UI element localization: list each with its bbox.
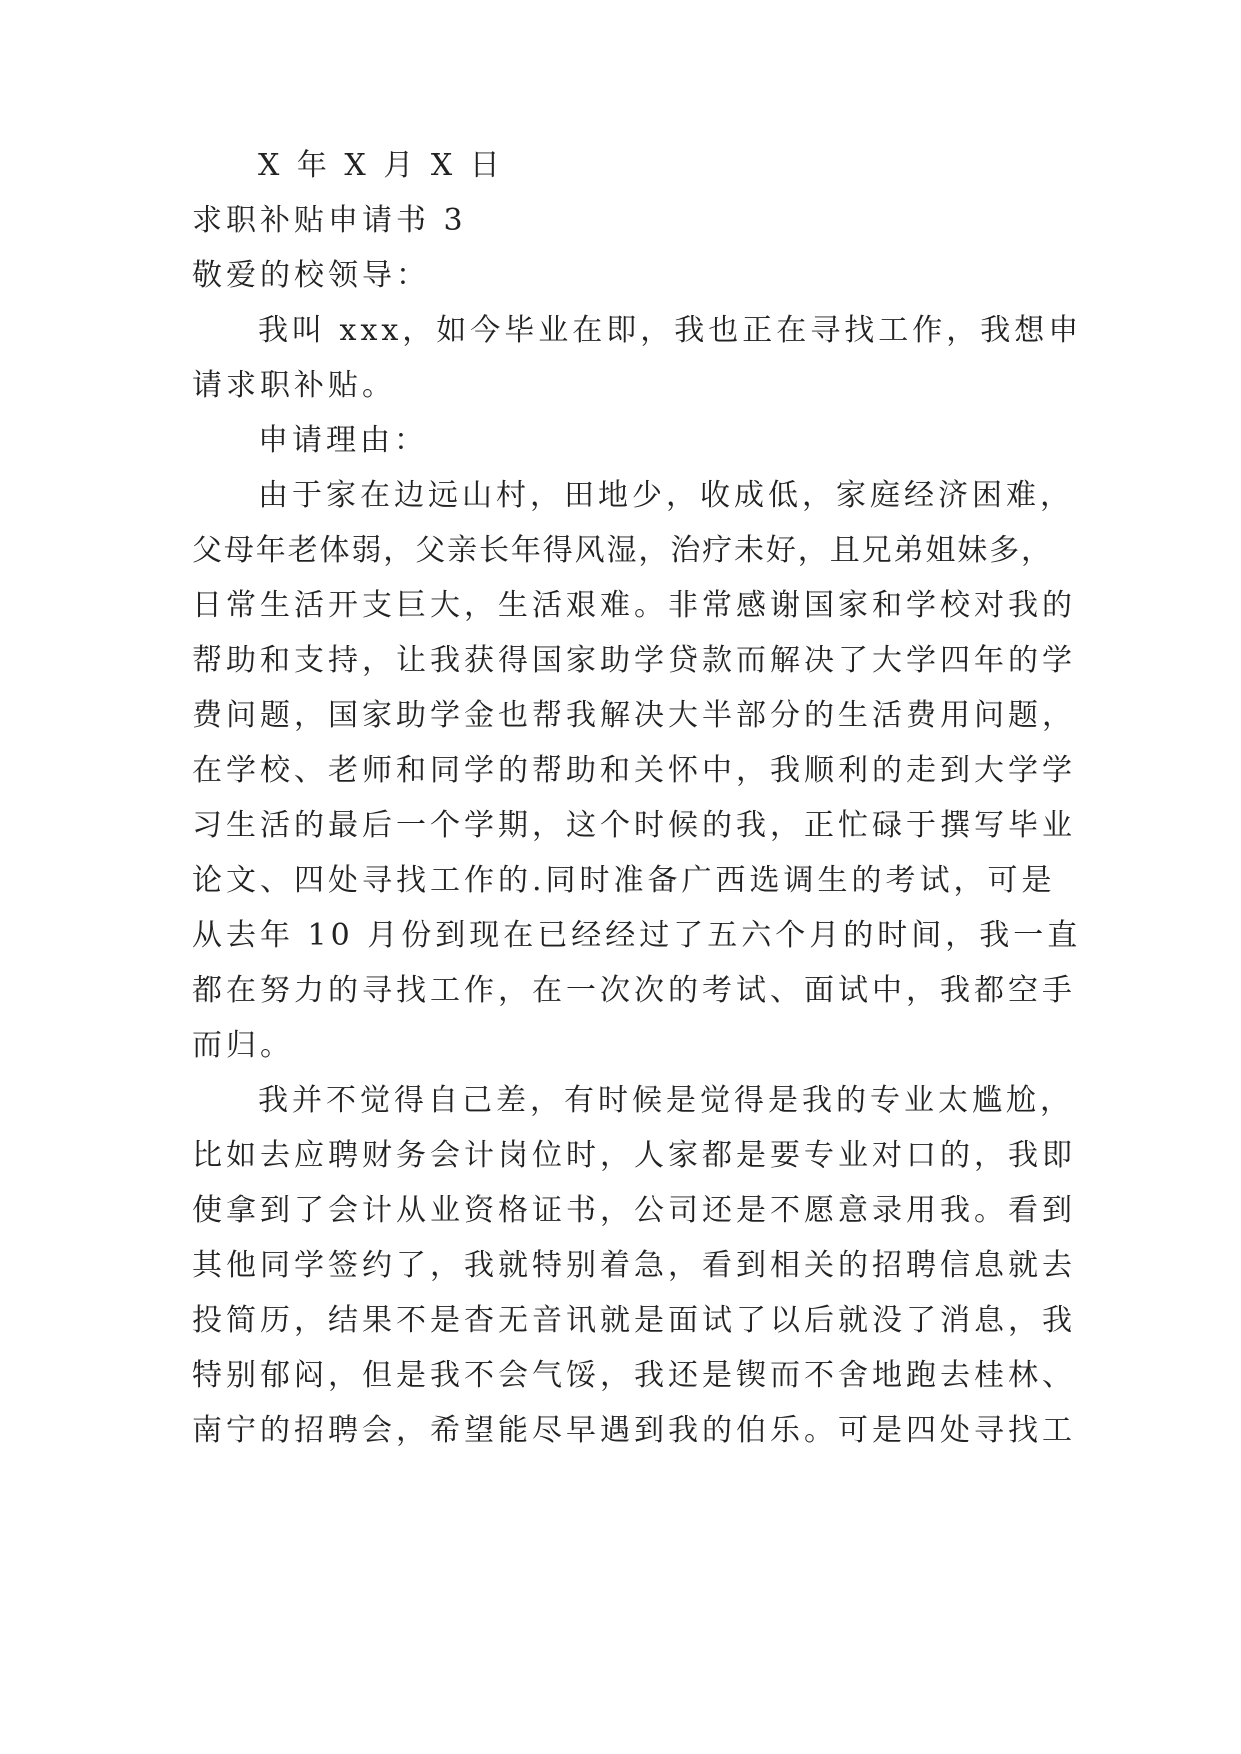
body-line: 费问题，国家助学金也帮我解决大半部分的生活费用问题， bbox=[192, 698, 1076, 733]
body-line: 我并不觉得自己差，有时候是觉得是我的专业太尴尬， bbox=[258, 1083, 1074, 1118]
document-title: 求职补贴申请书 3 bbox=[192, 203, 467, 238]
salutation: 敬爱的校领导： bbox=[192, 258, 430, 293]
body-line: 论文、四处寻找工作的.同时准备广西选调生的考试，可是 bbox=[192, 863, 1056, 898]
date-line: X 年 X 月 X 日 bbox=[258, 148, 504, 183]
body-line: 其他同学签约了，我就特别着急，看到相关的招聘信息就去 bbox=[192, 1248, 1076, 1283]
body-line: 南宁的招聘会，希望能尽早遇到我的伯乐。可是四处寻找工 bbox=[192, 1413, 1076, 1448]
body-line: 请求职补贴。 bbox=[192, 368, 396, 403]
body-line: 从去年 10 月份到现在已经经过了五六个月的时间，我一直 bbox=[192, 918, 1082, 953]
body-line: 日常生活开支巨大，生活艰难。非常感谢国家和学校对我的 bbox=[192, 588, 1076, 623]
body-line: 由于家在边远山村，田地少，收成低，家庭经济困难， bbox=[258, 478, 1074, 513]
body-line: 在学校、老师和同学的帮助和关怀中，我顺利的走到大学学 bbox=[192, 753, 1076, 788]
body-line: 特别郁闷，但是我不会气馁，我还是锲而不舍地跑去桂林、 bbox=[192, 1358, 1076, 1393]
body-line: 而归。 bbox=[192, 1028, 294, 1063]
body-line: 投简历，结果不是杳无音讯就是面试了以后就没了消息，我 bbox=[192, 1303, 1076, 1338]
body-line: 都在努力的寻找工作，在一次次的考试、面试中，我都空手 bbox=[192, 973, 1076, 1008]
body-line: 申请理由： bbox=[258, 423, 428, 458]
body-line: 我叫 xxx，如今毕业在即，我也正在寻找工作，我想申 bbox=[258, 313, 1083, 348]
body-line: 比如去应聘财务会计岗位时，人家都是要专业对口的，我即 bbox=[192, 1138, 1076, 1173]
body-line: 使拿到了会计从业资格证书，公司还是不愿意录用我。看到 bbox=[192, 1193, 1076, 1228]
body-line: 父母年老体弱，父亲长年得风湿，治疗未好，且兄弟姐妹多， bbox=[192, 533, 1052, 568]
body-line: 习生活的最后一个学期，这个时候的我，正忙碌于撰写毕业 bbox=[192, 808, 1076, 843]
body-line: 帮助和支持，让我获得国家助学贷款而解决了大学四年的学 bbox=[192, 643, 1076, 678]
